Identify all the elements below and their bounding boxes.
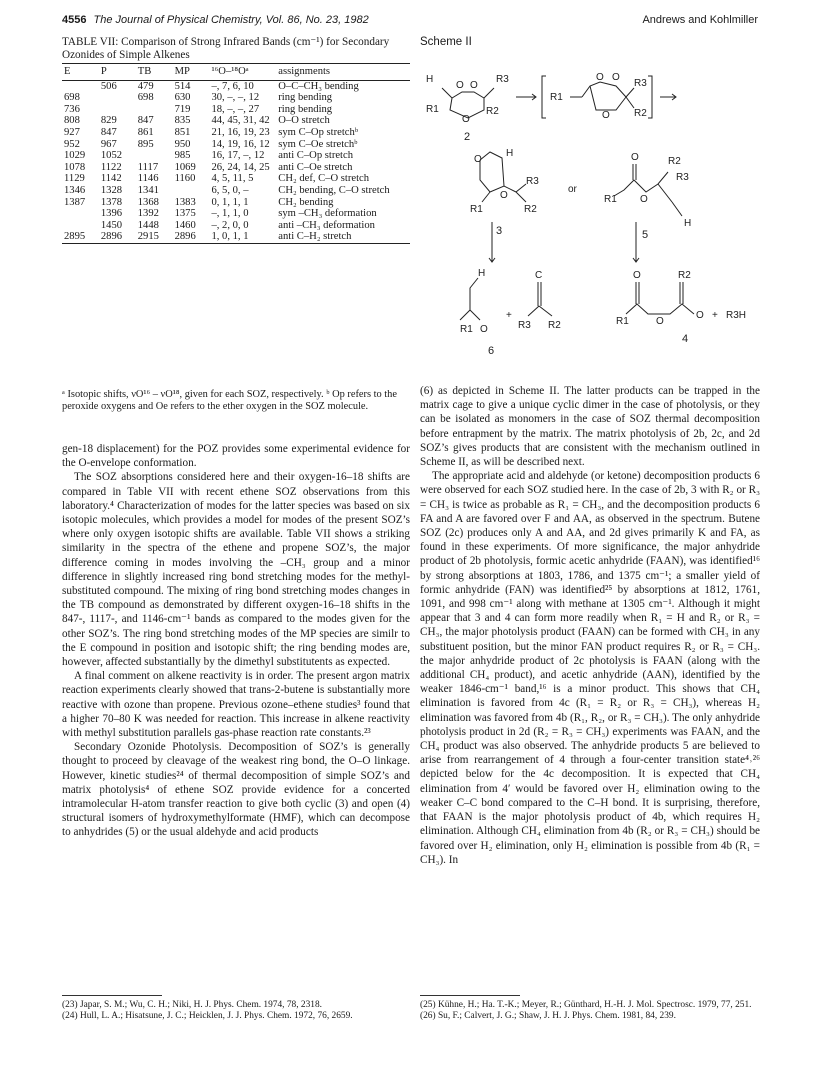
table-cell: 2896 — [99, 231, 136, 243]
reference: (23) Japar, S. M.; Wu, C. H.; Niki, H. J. Phys. Chem. 1974, 78, 2318. — [62, 1000, 323, 1010]
col-header: assignments — [276, 64, 410, 81]
col-header: ¹⁶O–¹⁸Oᵃ — [209, 64, 276, 81]
atom-label: R1 — [460, 324, 473, 335]
table-cell: 851 — [174, 126, 191, 138]
atom-label: R1 — [426, 104, 439, 115]
table-row — [62, 104, 410, 116]
table-cell: 1392 — [137, 208, 159, 220]
table-cell: sym C–Op stretchᵇ — [278, 126, 359, 138]
reference: (25) Kühne, H.; Ha. T.-K.; Meyer, R.; Günthard, H.-H. J. Mol. Spectrosc. 1979, 77, 251. — [420, 1000, 752, 1010]
atom-label: O — [696, 310, 704, 321]
table-row — [62, 220, 410, 232]
table-row — [62, 173, 410, 185]
table-cell: 630 — [174, 92, 191, 104]
table-cell: 1460 — [174, 219, 196, 231]
plus-sign: + — [506, 310, 512, 321]
atom-label: R3 — [526, 176, 539, 187]
authors-header: Andrews and Kohlmiller — [642, 14, 758, 26]
table-row — [62, 139, 410, 151]
ir-bands-table — [62, 63, 410, 244]
footnotes-left — [62, 1000, 402, 1022]
running-header — [62, 14, 369, 26]
atom-label: C — [535, 270, 543, 281]
table-cell: 2895 — [62, 231, 99, 243]
table-cell: 1346 — [64, 184, 86, 196]
atom-label: R3H — [726, 310, 747, 321]
table-cell: –, 1, 1, 0 — [211, 208, 249, 220]
compound-label: 6 — [488, 345, 495, 357]
table-row — [62, 208, 410, 220]
paragraph: gen-18 displacement) for the POZ provides some experimental evidence for the O-envelope conformation. — [62, 443, 410, 470]
table-cell: 1, 0, 1, 1 — [209, 231, 276, 243]
table-cell — [99, 92, 136, 104]
table-cell: 1117 — [137, 161, 159, 173]
table-row — [62, 162, 410, 174]
table-cell: 950 — [174, 138, 191, 150]
table-cell: 514 — [174, 80, 191, 92]
table-cell: CH₂ bending, C–O stretch — [278, 184, 390, 196]
scheme-title: Scheme II — [420, 36, 472, 48]
atom-label: R1 — [604, 194, 617, 205]
table-body — [62, 80, 410, 243]
table-row — [62, 185, 410, 197]
table-cell: anti –CH₃ deformation — [278, 219, 375, 231]
atom-label: R2 — [668, 156, 681, 167]
table-cell: 1396 — [100, 208, 123, 220]
compound-label: 3 — [496, 225, 503, 237]
table-cell — [136, 150, 173, 162]
atom-label: O — [596, 72, 604, 83]
atom-label: H — [426, 74, 434, 85]
table-row — [62, 150, 410, 162]
table-cell: 26, 24, 14, 25 — [211, 161, 270, 173]
table-header-row — [62, 64, 410, 81]
table-cell: ring bending — [278, 92, 333, 104]
table-cell: CH₂ bending — [278, 196, 334, 208]
atom-label: H — [478, 268, 486, 279]
paragraph: (6) as depicted in Scheme II. The latter products can be trapped in the matrix cage to give a unique cyclic dimer in the case of photolysis, or they can be isolated as monomers in the case of SOZ thermal decomposition before entrapment by the matrix. The matrix photolysis of 2b, 2c, and 2d SOZ’s gives products that are consistent with the mechanism outlined in Scheme II, as will be described next. — [420, 385, 760, 469]
or-text: or — [568, 184, 577, 195]
table-cell: anti C–H₂ stretch — [276, 231, 410, 243]
table-cell: 847 — [100, 126, 117, 138]
table-cell: 1383 — [174, 196, 196, 208]
col-header: P — [99, 64, 136, 81]
reference: (26) Su, F.; Calvert, J. G.; Shaw, J. H. J. Phys. Chem. 1981, 84, 239. — [420, 1011, 676, 1021]
table-cell: 1448 — [137, 219, 159, 231]
atom-label: R1 — [550, 92, 563, 103]
atom-label: R2 — [678, 270, 691, 281]
table-cell: 0, 1, 1, 1 — [211, 196, 249, 208]
table-cell: 1146 — [137, 173, 159, 185]
table-cell: 719 — [174, 103, 191, 115]
table-cell — [62, 80, 99, 92]
atom-label: O — [631, 152, 639, 163]
table-cell: 30, –, –, 12 — [211, 92, 260, 104]
atom-label: R2 — [524, 204, 537, 215]
atom-label: O — [602, 110, 610, 121]
compound-label: 5 — [642, 229, 649, 241]
reaction-scheme-diagram — [420, 52, 770, 377]
table-cell: 1328 — [100, 184, 123, 196]
right-column-text — [420, 384, 760, 867]
table-footnote: ᵃ Isotopic shifts, νO¹⁶ – νO¹⁸, given for each SOZ, respectively. ᵇ Op refers to the peroxide oxygens and Oe refers to the ether oxygen in the SOZ molecule. — [62, 389, 397, 413]
table-cell: 1122 — [100, 161, 122, 173]
table-cell: anti C–Op stretch — [278, 150, 353, 162]
atom-label: H — [506, 148, 514, 159]
table-title: TABLE VII: Comparison of Strong Infrared Bands (cm⁻¹) for Secondary Ozonides of Simple Alkenes — [62, 36, 390, 61]
table-cell — [136, 104, 173, 116]
atom-label: O — [474, 154, 482, 165]
table-cell: 808 — [64, 115, 80, 127]
atom-label: R2 — [634, 108, 647, 119]
table-cell: 698 — [137, 92, 154, 104]
left-column-text — [62, 442, 410, 840]
table-cell: sym –CH₃ deformation — [278, 208, 377, 220]
table-cell — [173, 185, 210, 197]
table-cell: –, 7, 6, 10 — [211, 80, 254, 92]
table-cell: 829 — [100, 115, 117, 127]
table-cell — [99, 104, 136, 116]
table-cell: 1450 — [100, 219, 123, 231]
table-cell: O–O stretch — [278, 115, 330, 127]
atom-label: R3 — [496, 74, 509, 85]
col-header: E — [62, 64, 99, 81]
paragraph: A final comment on alkene reactivity is in order. The present argon matrix reaction experiments clearly showed that trans-2-butene is substantially more reactive with ozone than propene. Previous ozone–ethene studies³ found that a higher 70–80 K was needed for reaction. This increase in alkene reactivity with methyl substitution parallels gas-phase reaction rate constants.²³ — [62, 670, 410, 740]
atom-label: O — [462, 114, 470, 125]
table-cell: 1387 — [64, 196, 86, 208]
table-cell: 506 — [100, 80, 117, 92]
table-cell: 847 — [137, 115, 154, 127]
table-cell: anti C–Oe stretch — [278, 161, 353, 173]
atom-label: R3 — [518, 320, 531, 331]
table-cell: 1029 — [64, 150, 86, 162]
atom-label: R3 — [676, 172, 689, 183]
atom-label: R1 — [616, 316, 629, 327]
table-cell: 967 — [100, 138, 117, 150]
table-cell: 1341 — [137, 184, 159, 196]
atom-label: R1 — [470, 204, 483, 215]
table-cell: sym C–Oe stretchᵇ — [278, 138, 358, 150]
table-row — [62, 127, 410, 139]
table-row — [62, 197, 410, 209]
table-row — [62, 115, 410, 127]
table-cell: 6, 5, 0, – — [211, 184, 249, 196]
table-cell: 44, 45, 31, 42 — [211, 115, 270, 127]
paragraph: Secondary Ozonide Photolysis. Decomposition of SOZ’s is generally thought to proceed by cleavage of the weakest ring bond, the O–O linkage. However, kinetic studies²⁴ of thermal decomposition of simple SOZ’s and matrix photolysis⁴ of ethene SOZ provide evidence for a concerted intramolecular H-atom transfer reaction to give both cyclic (3) and open (4) structural isomers of hydroxymethylformate (HMF), which can decompose to anhydrides (5) or the usual aldehyde and acid products — [62, 741, 410, 839]
table-cell — [62, 208, 99, 220]
compound-label: 4 — [682, 333, 689, 345]
atom-label: R2 — [486, 106, 499, 117]
footnote-rule — [420, 995, 520, 996]
table-cell: 736 — [64, 103, 80, 115]
table-cell — [62, 220, 99, 232]
journal-citation: The Journal of Physical Chemistry, Vol. 86, No. 23, 1982 — [93, 14, 369, 26]
table-row — [62, 231, 410, 243]
table-cell: 1368 — [137, 196, 159, 208]
table-cell: 861 — [137, 126, 154, 138]
table-row — [62, 92, 410, 104]
atom-label: O — [633, 270, 641, 281]
table-cell: 1375 — [174, 208, 196, 220]
table-cell: –, 2, 0, 0 — [211, 219, 249, 231]
table-cell: 1378 — [100, 196, 123, 208]
table-cell: 927 — [64, 126, 80, 138]
table-cell: 14, 19, 16, 12 — [211, 138, 270, 150]
table-cell: 1078 — [64, 161, 86, 173]
atom-label: O — [656, 316, 664, 327]
table-cell: 1069 — [174, 161, 196, 173]
table-cell: CH₂ def, C–O stretch — [278, 173, 370, 185]
table-cell: 2896 — [173, 231, 210, 243]
reference: (24) Hull, L. A.; Hisatsune, J. C.; Heicklen, J. J. Phys. Chem. 1972, 76, 2659. — [62, 1011, 353, 1021]
table-cell: 1129 — [64, 173, 85, 185]
table-cell: 16, 17, –, 12 — [211, 150, 265, 162]
table-cell: O–C–CH₃ bending — [278, 80, 359, 92]
table-cell: 4, 5, 11, 5 — [211, 173, 254, 185]
col-header: MP — [173, 64, 210, 81]
table-cell: 18, –, –, 27 — [211, 103, 260, 115]
table-cell: 895 — [137, 138, 154, 150]
col-header: TB — [136, 64, 173, 81]
compound-label: 2 — [464, 131, 471, 143]
table-cell: 479 — [137, 80, 154, 92]
atom-label: O — [640, 194, 648, 205]
atom-label: O — [612, 72, 620, 83]
table-cell: 698 — [64, 92, 80, 104]
table-cell: ring bending — [278, 103, 333, 115]
table-cell: 985 — [174, 150, 191, 162]
table-row — [62, 80, 410, 92]
table-cell: 21, 16, 19, 23 — [211, 126, 270, 138]
table-cell: 1052 — [100, 150, 123, 162]
atom-label: R3 — [634, 78, 647, 89]
atom-label: H — [684, 218, 692, 229]
paragraph: The SOZ absorptions considered here and their oxygen-16–18 shifts are compared in Table VII with recent ethene SOZ observations from this laboratory.⁴ Characterization of modes for the latter species was based on six isotopic molecules, which provides a model for modes of the present SOZ’s where only oxygen isotopic shifts are available. Table VII shows a striking similarity in the spectra of the ethene and propene SOZ’s, the major difference coming in modes involving the –CH₃ group and a minor difference in slightly increased ring bond stretching modes for the methyl-substituted compound. The mixing of ring bond stretching modes changes in the TB compound as demonstrated by different oxygen-16–18 shifts in the 847-, 1117-, and 1146-cm⁻¹ bands as compared to the modes given for the other SOZ’s. The ring bond stretching modes of the MP species are similr to the E compound in position and isotopic shift; the ring bending modes are, however, affected substantially by the dimethyl substitutents as expected. — [62, 471, 410, 669]
table-cell: 835 — [174, 115, 191, 127]
table-cell: 1142 — [100, 173, 122, 185]
table-cell: 2915 — [136, 231, 173, 243]
footnotes-right — [420, 1000, 760, 1022]
table-cell: 1160 — [174, 173, 196, 185]
plus-sign: + — [712, 310, 718, 321]
atom-label: R2 — [548, 320, 561, 331]
footnote-rule — [62, 995, 162, 996]
atom-label: O — [480, 324, 488, 335]
atom-label: O — [456, 80, 464, 91]
atom-label: O — [500, 190, 508, 201]
atom-label: O — [470, 80, 478, 91]
table-cell: 952 — [64, 138, 80, 150]
page-number: 4556 — [62, 14, 87, 26]
paragraph: The appropriate acid and aldehyde (or ketone) decomposition products 6 were observed for each SOZ studied here. In the case of 2b, 3 with R₂ or R₃ = CH₃ is twice as probable as R₁ = CH₃, and the decomposition products 6 FA and A are favored over F and AA, as observed in the spectrum. Butene SOZ (2c) produces only A and AA, and 2d gives primarily K and FA, as found in these experiments. Of more significance, the major anhydride product of 2b photolysis, formic acetic anhydride (FAAN), was identified¹⁶ by strong absorptions at 1803, 1786, and 1375 cm⁻¹; a smaller yield of formic anhydride (FAN) was identified²⁵ by absorptions at 1812, 1761, 1091, and 998 cm⁻¹ along with methane at 1305 cm⁻¹. Although it might appear that 3 and 4 can form more readily when R₁ = H and R₂ or R₃ = CH₃, the major photolysis product (FAAN) can be formed with CH₃ in any substituent position, but the minor FAN product requires R₂ or R₃ = CH₃. the major anhydride product of 2c photolysis is FAAN (along with the additional CH₄ product), and acetic anhydride (AAN), identified by the weaker 1846-cm⁻¹ band,¹⁶ is a minor product. This shows that CH₄ elimination is favored from 4c (R₁ = R₂ or R₃ = CH₃), whereas H₂ elimination was favored from 4b (R₁, R₂, or R₃ = CH₃). The only anhydride photolysis product in 2d (R₂ = R₃ = CH₃) experiments was FAAN, and the CH₄ product was also observed. The anhydride products 5 are believed to arise from rearrangement of 4 through a four-center transition state⁴˒²⁶ depicted below for the 4c decomposition. It is expected that CH₄ elimination from 4′ would be favored over H₂ elimination owing to the weaker C–C bond compared to the C–H bond. It is surprising, therefore, that FAAN is the major photolysis product of 4b, which requires H₂ elimination. Although CH₄ elimination from 4b (R₂ or R₃ = CH₃) should be favored over H₂ elimination, only H₂ elimination is possible from 4b (R₁ = CH₃). In — [420, 470, 760, 866]
